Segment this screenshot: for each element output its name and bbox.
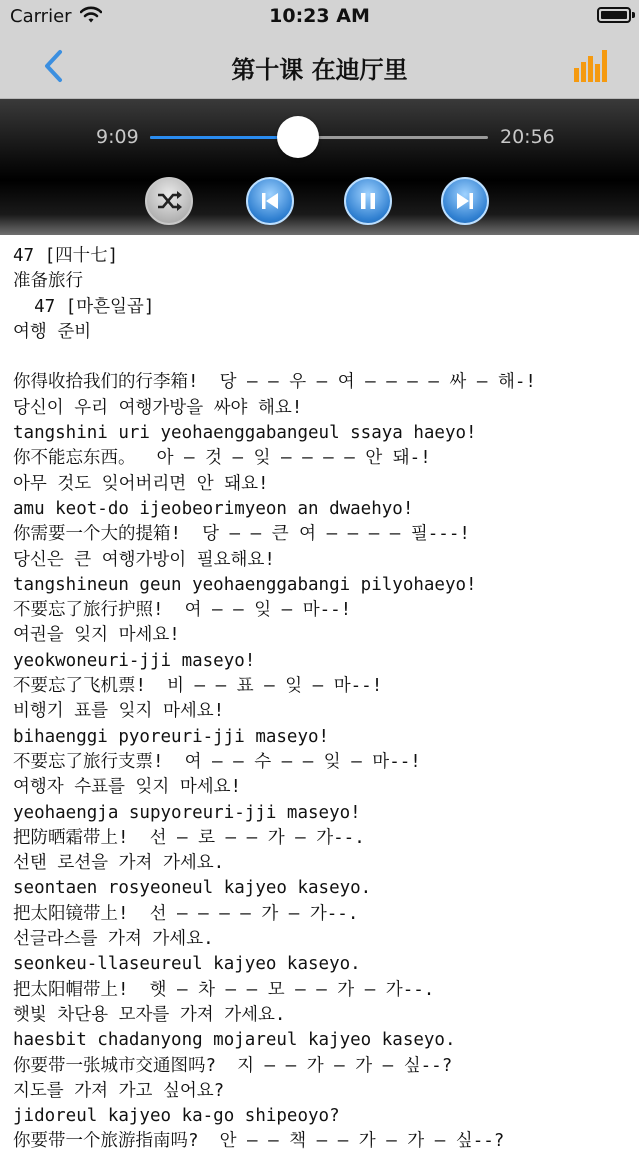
battery-icon [597, 7, 631, 23]
progress-slider[interactable] [150, 136, 488, 139]
text-line: 不要忘了旅行支票! 여 — — 수 — — 잊 — 마--! [13, 751, 421, 772]
status-bar [0, 0, 639, 34]
previous-button[interactable] [246, 177, 294, 225]
text-line: seontaen rosyeoneul kajyeo kaseyo. [13, 878, 372, 899]
shuffle-icon [147, 179, 191, 223]
text-line: 선탠 로션을 가져 가세요. [13, 853, 225, 874]
text-line: 47 [四十七] [13, 246, 119, 266]
text-line: jidoreul kajyeo ka-go shipeoyo? [13, 1106, 340, 1127]
text-line: bihaenggi pyoreuri-jji maseyo! [13, 726, 330, 747]
text-line: 여행자 수표를 잊지 마세요! [13, 777, 242, 798]
text-line: tangshini uri yeohaenggabangeul ssaya haeyo! [13, 423, 477, 444]
text-line: 비행기 표를 잊지 마세요! [13, 701, 225, 722]
text-line: 你不能忘东西。 아 — 것 — 잊 — — — — 안 돼-! [13, 448, 431, 469]
text-line: 你得收拾我们的行李箱! 당 — — 우 — 여 — — — — 싸 — 해-! [13, 372, 536, 393]
text-line: tangshineun geun yeohaenggabangi pilyohaeyo! [13, 574, 477, 595]
text-line: 지도를 가져 가고 싶어요? [13, 1080, 225, 1101]
skip-previous-icon [248, 179, 292, 223]
page-title: 第十课 在迪厅里 [231, 56, 408, 84]
text-line: 不要忘了飞机票! 비 — — 표 — 잊 — 마--! [13, 676, 383, 697]
text-line: seonkeu-llaseureul kajyeo kaseyo. [13, 954, 361, 975]
text-line: haesbit chadanyong mojareul kajyeo kaseyo. [13, 1030, 456, 1051]
audio-player [0, 99, 639, 235]
text-line: 여권을 잊지 마세요! [13, 625, 180, 646]
skip-next-icon [443, 179, 487, 223]
text-line: 把防晒霜带上! 선 — 로 — — 가 — 가--. [13, 827, 365, 848]
navigation-bar [0, 34, 639, 99]
text-line: 선글라스를 가져 가세요. [13, 929, 214, 950]
current-time: 9:09 [96, 126, 139, 148]
text-line: 아무 것도 잊어버리면 안 돼요! [13, 473, 269, 494]
clock: 10:23 AM [269, 5, 370, 27]
text-line: yeokwoneuri-jji maseyo! [13, 650, 256, 671]
text-line: 准备旅行 [13, 271, 83, 292]
text-line: 你要带一张城市交通图吗? 지 — — 가 — 가 — 싶--? [13, 1055, 453, 1076]
progress-fill [150, 136, 298, 139]
next-button[interactable] [441, 177, 489, 225]
text-line [13, 345, 633, 370]
shuffle-button[interactable] [145, 177, 193, 225]
text-line: 여행 준비 [13, 321, 92, 342]
text-line: 你需要一个大的提箱! 당 — — 큰 여 — — — — 필---! [13, 524, 470, 545]
text-line: 햇빛 차단용 모자를 가져 가세요. [13, 1004, 286, 1025]
text-line: 당신이 우리 여행가방을 싸야 해요! [13, 397, 303, 418]
pause-icon [346, 179, 390, 223]
total-time: 20:56 [500, 126, 555, 148]
lesson-text [13, 244, 633, 1155]
text-line: 47 [마흔일곱] [13, 296, 155, 317]
text-line: 把太阳镜带上! 선 — — — — 가 — 가--. [13, 903, 359, 924]
text-line: 把太阳帽带上! 햇 — 차 — — 모 — — 가 — 가--. [13, 979, 435, 1000]
text-line: 당신은 큰 여행가방이 필요해요! [13, 549, 275, 570]
text-line: amu keot-do ijeobeorimyeon an dwaehyo! [13, 498, 414, 519]
carrier-label: Carrier [10, 6, 72, 27]
text-line: 不要忘了旅行护照! 여 — — 잊 — 마--! [13, 600, 352, 621]
pause-button[interactable] [344, 177, 392, 225]
progress-thumb[interactable] [277, 116, 319, 158]
text-line: yeohaengja supyoreuri-jji maseyo! [13, 802, 361, 823]
equalizer-button[interactable] [573, 48, 609, 84]
text-line: 你要带一个旅游指南吗? 안 — — 책 — — 가 — 가 — 싶--? [13, 1131, 505, 1152]
